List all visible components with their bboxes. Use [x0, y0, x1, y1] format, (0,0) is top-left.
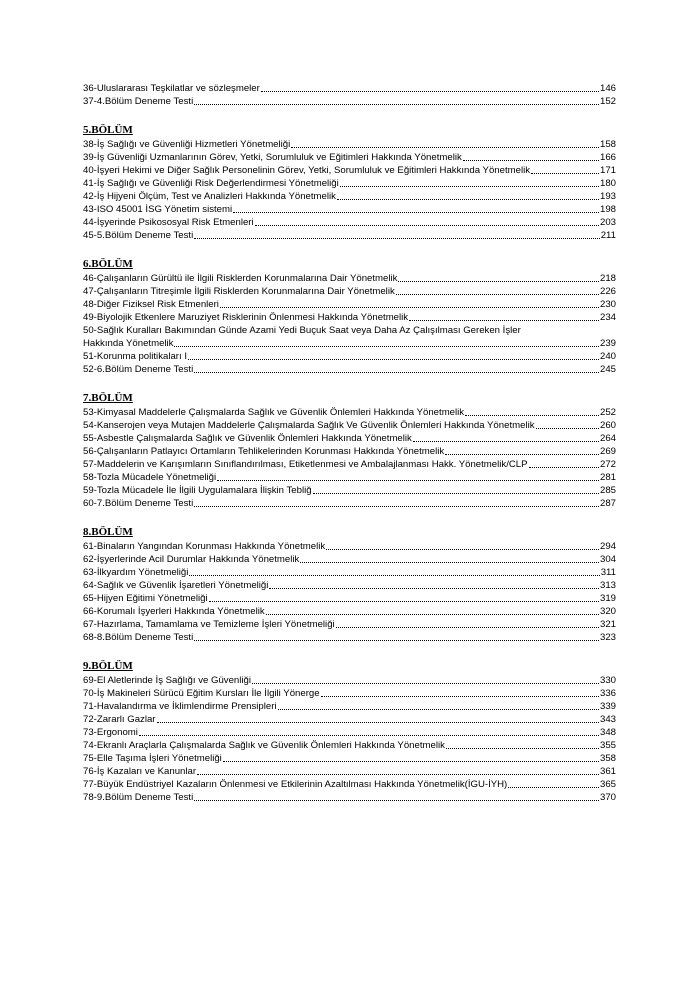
toc-page-number: 166: [599, 152, 616, 163]
toc-page-number: 218: [599, 273, 616, 284]
toc-page-number: 281: [599, 472, 616, 483]
toc-page-number: 193: [599, 191, 616, 202]
toc-page-number: 339: [599, 701, 616, 712]
toc-entry[interactable]: [83, 445, 616, 458]
toc-page-number: 234: [599, 312, 616, 323]
toc-page-number: 230: [599, 299, 616, 310]
toc-entry-title: 37-4.Bölüm Deneme Testi: [83, 96, 194, 107]
toc-entry-title: 55-Asbestle Çalışmalarda Sağlık ve Güvenlik Önlemleri Hakkında Yönetmelik: [83, 433, 412, 444]
toc-page-number: 358: [599, 753, 616, 764]
toc-page-number: 321: [599, 619, 616, 630]
toc-entry[interactable]: [83, 82, 616, 95]
toc-page-number: 158: [599, 139, 616, 150]
toc-entry[interactable]: [83, 432, 616, 445]
toc-page-number: 269: [599, 446, 616, 457]
toc-entry[interactable]: [83, 484, 616, 497]
toc-entry-title: 72-Zararlı Gazlar: [83, 714, 156, 725]
dot-leader: [300, 562, 599, 563]
toc-entry-title: 77-Büyük Endüstriyel Kazaların Önlenmesi ve Etkilerinin Azaltılması Hakkında Yönetmelik(İGU-İYH): [83, 779, 508, 790]
dot-leader: [326, 549, 599, 550]
dot-leader: [529, 467, 599, 468]
toc-entry-title-continued: Hakkında Yönetmelik: [83, 338, 174, 349]
dot-leader: [413, 441, 599, 442]
dot-leader: [531, 173, 599, 174]
toc-entry-title: 52-6.Bölüm Deneme Testi: [83, 364, 194, 375]
dot-leader: [223, 761, 599, 762]
section-heading: 5.BÖLÜM: [83, 124, 133, 136]
dot-leader: [261, 91, 599, 92]
toc-entry-title: 73-Ergonomi: [83, 727, 138, 738]
toc-entry[interactable]: [83, 566, 616, 579]
dot-leader: [188, 359, 599, 360]
toc-entry[interactable]: [83, 540, 616, 553]
toc-entry[interactable]: [83, 778, 616, 791]
toc-entry-title: 65-Hijyen Eğitimi Yönetmeliği: [83, 593, 208, 604]
dot-leader: [194, 372, 599, 373]
toc-page-number: 355: [599, 740, 616, 751]
toc-entry-title: 47-Çalışanların Titreşimle İlgili Risklerden Korunmalarına Dair Yönetmelik: [83, 286, 395, 297]
toc-page-number: 245: [599, 364, 616, 375]
toc-entry[interactable]: [83, 190, 616, 203]
dot-leader: [266, 614, 599, 615]
toc-entry[interactable]: [83, 419, 616, 432]
toc-page-number: 272: [599, 459, 616, 470]
dot-leader: [194, 506, 599, 507]
toc-entry[interactable]: [83, 553, 616, 566]
toc-entry-title: 40-İşyeri Hekimi ve Diğer Sağlık Personelinin Görev, Yetki, Sorumluluk ve Eğitimleri Hakkında Yönetmelik: [83, 165, 531, 176]
dot-leader: [139, 735, 599, 736]
toc-entry[interactable]: [83, 229, 616, 242]
toc-entry[interactable]: [83, 592, 616, 605]
toc-entry[interactable]: [83, 272, 616, 285]
toc-entry[interactable]: [83, 471, 616, 484]
toc-page-number: 152: [599, 96, 616, 107]
dot-leader: [278, 709, 599, 710]
toc-page-number: 323: [599, 632, 616, 643]
toc-entry-title: 67-Hazırlama, Tamamlama ve Temizleme İşleri Yönetmeliği: [83, 619, 335, 630]
dot-leader: [194, 104, 599, 105]
toc-entry[interactable]: [83, 752, 616, 765]
toc-entry-title: 39-İş Güvenliği Uzmanlarının Görev, Yetki, Sorumluluk ve Eğitimleri Hakkında Yönetmelik: [83, 152, 462, 163]
dot-leader: [252, 683, 599, 684]
toc-entry-title: 64-Sağlık ve Güvenlik İşaretleri Yönetmeliği: [83, 580, 269, 591]
toc-entry[interactable]: [83, 311, 616, 324]
toc-page-number: 264: [599, 433, 616, 444]
toc-page-number: 171: [599, 165, 616, 176]
toc-entry-title: 51-Korunma politikaları I: [83, 351, 187, 362]
toc-entry-title: 56-Çalışanların Patlayıcı Ortamların Tehlikelerinden Korunması Hakkında Yönetmelik: [83, 446, 445, 457]
toc-entry[interactable]: [83, 164, 616, 177]
toc-page-number: 252: [599, 407, 616, 418]
toc-entry[interactable]: [83, 95, 616, 108]
toc-page-number: 239: [599, 338, 616, 349]
toc-entry[interactable]: [83, 687, 616, 700]
toc-page-number: 240: [599, 351, 616, 362]
section-heading: 7.BÖLÜM: [83, 392, 133, 404]
toc-entry[interactable]: [83, 324, 616, 350]
toc-entry-title: 62-İşyerlerinde Acil Durumlar Hakkında Yönetmelik: [83, 554, 300, 565]
toc-entry[interactable]: [83, 726, 616, 739]
toc-entry[interactable]: [83, 138, 616, 151]
toc-page-number: 198: [599, 204, 616, 215]
dot-leader: [194, 800, 599, 801]
toc-entry-title: 76-İş Kazaları ve Kanunlar: [83, 766, 197, 777]
toc-page-number: 313: [599, 580, 616, 591]
dot-leader: [446, 748, 599, 749]
toc-page-number: 361: [599, 766, 616, 777]
toc-page-number: 294: [599, 541, 616, 552]
dot-leader: [536, 428, 599, 429]
toc-entry[interactable]: [83, 285, 616, 298]
toc-page-number: 348: [599, 727, 616, 738]
toc-entry[interactable]: [83, 458, 616, 471]
toc-entry[interactable]: [83, 700, 616, 713]
toc-page-number: 146: [599, 83, 616, 94]
toc-page-number: 336: [599, 688, 616, 699]
toc-page-number: 180: [599, 178, 616, 189]
dot-leader: [337, 199, 599, 200]
toc-entry-title: 57-Maddelerin ve Karışımların Sınıflandırılması, Etiketlenmesi ve Ambalajlanması Hakk. Yönetmelik/CLP: [83, 459, 528, 470]
toc-entry-title: 75-Elle Taşıma İşleri Yönetmeliği: [83, 753, 222, 764]
toc-entry-title: 46-Çalışanların Gürültü ile İlgili Risklerden Korunmalarına Dair Yönetmelik: [83, 273, 398, 284]
dot-leader: [321, 696, 599, 697]
toc-page-number: 287: [599, 498, 616, 509]
toc-page-number: 365: [599, 779, 616, 790]
dot-leader: [409, 320, 599, 321]
dot-leader: [398, 281, 599, 282]
dot-leader: [396, 294, 599, 295]
toc-entry[interactable]: [83, 674, 616, 687]
toc-entry-title: 38-İş Sağlığı ve Güvenliği Hizmetleri Yönetmeliği: [83, 139, 291, 150]
toc-entry-title: 70-İş Makineleri Sürücü Eğitim Kursları İle İlgili Yönerge: [83, 688, 320, 699]
toc-entry-title: 42-İş Hijyeni Ölçüm, Test ve Analizleri Hakkında Yönetmelik: [83, 191, 336, 202]
dot-leader: [220, 307, 599, 308]
dot-leader: [233, 212, 599, 213]
toc-entry-title: 45-5.Bölüm Deneme Testi: [83, 230, 194, 241]
toc-entry-title: 43-ISO 45001 İSG Yönetim sistemi: [83, 204, 233, 215]
toc-entry[interactable]: [83, 406, 616, 419]
toc-entry[interactable]: [83, 765, 616, 778]
section-heading: 6.BÖLÜM: [83, 258, 133, 270]
toc-entry[interactable]: [83, 605, 616, 618]
toc-entry-title: 78-9.Bölüm Deneme Testi: [83, 792, 194, 803]
toc-page-number: 211: [600, 230, 616, 241]
toc-entry[interactable]: [83, 713, 616, 726]
toc-entry-title: 60-7.Bölüm Deneme Testi: [83, 498, 194, 509]
toc-entry[interactable]: [83, 579, 616, 592]
toc-page-number: 320: [599, 606, 616, 617]
toc-entry-title: 68-8.Bölüm Deneme Testi: [83, 632, 194, 643]
dot-leader: [445, 454, 599, 455]
dot-leader: [217, 480, 599, 481]
toc-entry[interactable]: [83, 618, 616, 631]
toc-entry-title: 66-Korumalı İşyerleri Hakkında Yönetmelik: [83, 606, 265, 617]
dot-leader: [313, 493, 599, 494]
toc-entry-title: 61-Binaların Yangından Korunması Hakkında Yönetmelik: [83, 541, 326, 552]
toc-entry[interactable]: [83, 203, 616, 216]
toc-page-number: 311: [600, 567, 616, 578]
dot-leader: [157, 722, 599, 723]
toc-entry-title: 71-Havalandırma ve İklimlendirme Prensipleri: [83, 701, 277, 712]
toc-entry[interactable]: [83, 177, 616, 190]
dot-leader: [463, 160, 599, 161]
table-of-contents: [83, 82, 616, 804]
toc-page-number: 203: [599, 217, 616, 228]
toc-entry[interactable]: [83, 363, 616, 376]
toc-entry-title: 48-Diğer Fiziksel Risk Etmenleri: [83, 299, 219, 310]
toc-entry[interactable]: [83, 350, 616, 363]
toc-entry-title: 54-Kanserojen veya Mutajen Maddelerle Çalışmalarda Sağlık Ve Güvenlik Önlemleri Hakkında Yönetmelik: [83, 420, 535, 431]
toc-entry-title: 41-İş Sağlığı ve Güvenliği Risk Değerlendirmesi Yönetmeliği: [83, 178, 339, 189]
toc-entry-title: 74-Ekranlı Araçlarla Çalışmalarda Sağlık ve Güvenlik Önlemleri Hakkında Yönetmelik: [83, 740, 445, 751]
toc-entry[interactable]: [83, 739, 616, 752]
toc-entry-title: 44-İşyerinde Psikososyal Risk Etmenleri: [83, 217, 254, 228]
dot-leader: [340, 186, 599, 187]
toc-entry[interactable]: [83, 631, 616, 644]
section-heading: 8.BÖLÜM: [83, 526, 133, 538]
toc-page-number: 304: [599, 554, 616, 565]
toc-entry-title: 69-El Aletlerinde İş Sağlığı ve Güvenliği: [83, 675, 251, 686]
toc-entry-title: 63-İlkyardım Yönetmeliği: [83, 567, 189, 578]
toc-page-number: 370: [599, 792, 616, 803]
dot-leader: [465, 415, 599, 416]
toc-entry-title: 59-Tozla Mücadele İle İlgili Uygulamalara İlişkin Tebliğ: [83, 485, 312, 496]
toc-entry[interactable]: [83, 216, 616, 229]
toc-page-number: 319: [599, 593, 616, 604]
toc-page-number: 330: [599, 675, 616, 686]
toc-entry[interactable]: [83, 298, 616, 311]
dot-leader: [209, 601, 599, 602]
toc-entry[interactable]: [83, 151, 616, 164]
toc-entry[interactable]: [83, 497, 616, 510]
dot-leader: [194, 640, 599, 641]
toc-page-number: 226: [599, 286, 616, 297]
dot-leader: [508, 787, 599, 788]
dot-leader: [189, 575, 599, 576]
toc-entry[interactable]: [83, 791, 616, 804]
toc-entry-title: 49-Biyolojik Etkenlere Maruziyet Risklerinin Önlenmesi Hakkında Yönetmelik: [83, 312, 409, 323]
toc-entry-title: 36-Uluslararası Teşkilatlar ve sözleşmeler: [83, 83, 260, 94]
toc-entry-title: 58-Tozla Mücadele Yönetmeliği: [83, 472, 217, 483]
dot-leader: [194, 238, 599, 239]
dot-leader: [255, 225, 599, 226]
toc-page-number: 285: [599, 485, 616, 496]
dot-leader: [269, 588, 599, 589]
dot-leader: [174, 346, 599, 347]
toc-page-number: 343: [599, 714, 616, 725]
dot-leader: [291, 147, 599, 148]
dot-leader: [336, 627, 599, 628]
toc-entry-title: 53-Kimyasal Maddelerle Çalışmalarda Sağlık ve Güvenlik Önlemleri Hakkında Yönetmelik: [83, 407, 465, 418]
toc-entry-title: 50-Sağlık Kuralları Bakımından Günde Azami Yedi Buçuk Saat veya Daha Az Çalışılması Gereken İşler: [83, 325, 521, 336]
section-heading: 9.BÖLÜM: [83, 660, 133, 672]
dot-leader: [197, 774, 599, 775]
toc-page-number: 260: [599, 420, 616, 431]
